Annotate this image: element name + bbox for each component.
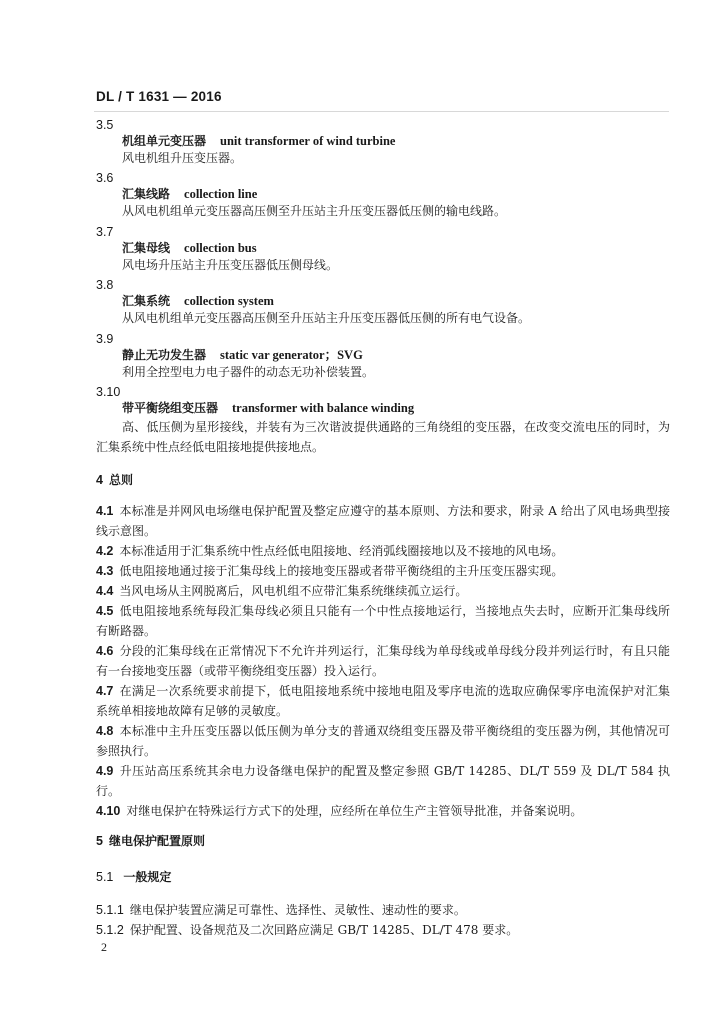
clause-number: 4.3 (96, 564, 114, 578)
term-definition: 高、低压侧为星形接线，并装有为三次谐波提供通路的三角绕组的变压器，在改变交流电压的同时，为汇集系统中性点经低电阻接地提供接地点。 (96, 420, 670, 454)
clause-text: 低电阻接地系统每段汇集母线必须且只能有一个中性点接地运行，当接地点失去时，应断开汇集母线所有断路器。 (96, 604, 670, 638)
section-heading (96, 833, 670, 850)
term-english: static var generator；SVG (220, 347, 363, 362)
clause-number: 4.5 (96, 604, 114, 618)
page-body (96, 113, 670, 940)
clause-number: 4.10 (96, 804, 121, 818)
document-header: DL / T 1631 — 2016 (96, 89, 222, 104)
term-number: 3.5 (96, 117, 114, 132)
term-chinese: 汇集母线 (122, 240, 171, 255)
term-number: 3.10 (96, 385, 121, 399)
clause-number: 4.9 (96, 764, 114, 778)
clause (96, 541, 670, 561)
clause-text: 在满足一次系统要求前提下，低电阻接地系统中接地电阻及零序电流的选取应确保零序电流保护对汇集系统单相接地故障有足够的灵敏度。 (96, 684, 670, 718)
term-definition: 从风电机组单元变压器高压侧至升压站主升压变压器低压侧的输电线路。 (122, 204, 507, 218)
clause (96, 641, 670, 681)
term-chinese: 汇集系统 (122, 294, 171, 308)
clause (96, 920, 670, 940)
clause-number: 5.1.1 (96, 903, 124, 917)
subsection-number: 5.1 (96, 870, 114, 884)
term-definition: 风电机组升压变压器。 (122, 150, 243, 165)
clause (96, 721, 670, 761)
clause (96, 581, 670, 601)
section-title: 总则 (108, 473, 133, 487)
term-title (96, 347, 670, 364)
term-entry (96, 224, 670, 274)
clause-text: 升压站高压系统其余电力设备继电保护的配置及整定参照 GB/T 14285、DL/T 559 及 DL/T 584 执行。 (96, 764, 670, 798)
section-title: 继电保护配置原则 (108, 834, 205, 848)
clause-text: 低电阻接地通过接于汇集母线上的接地变压器或者带平衡绕组的主升压变压器实现。 (119, 564, 564, 578)
page-number: 2 (101, 940, 107, 954)
term-english: collection bus (184, 240, 257, 255)
header-rule (94, 111, 669, 112)
term-entry (96, 331, 670, 381)
clause-text: 本标准适用于汇集系统中性点经低电阻接地、经消弧线圈接地以及不接地的风电场。 (119, 544, 564, 558)
clause-number: 4.4 (96, 584, 114, 598)
clause-text: 当风电场从主网脱离后，风电机组不应带汇集系统继续孤立运行。 (119, 584, 468, 598)
term-definition: 风电场升压站主升压变压器低压侧母线。 (122, 257, 339, 272)
section-number: 4 (96, 473, 103, 487)
term-english: unit transformer of wind turbine (220, 133, 396, 148)
term-definition: 从风电机组单元变压器高压侧至升压站主升压变压器低压侧的所有电气设备。 (122, 311, 531, 325)
section-heading (96, 472, 670, 489)
clause-number: 4.8 (96, 724, 114, 738)
clause-number: 4.2 (96, 544, 114, 558)
clause-text: 保护配置、设备规范及二次回路应满足 GB/T 14285、DL/T 478 要求。 (129, 923, 519, 937)
term-english: collection line (184, 187, 258, 201)
clause (96, 681, 670, 721)
clause (96, 561, 670, 581)
term-chinese: 带平衡绕组变压器 (122, 401, 219, 415)
term-entry (96, 170, 670, 220)
clause-text: 本标准中主升压变压器以低压侧为单分支的普通双绕组变压器及带平衡绕组的变压器为例，其他情况可参照执行。 (96, 724, 670, 758)
term-definition: 利用全控型电力电子器件的动态无功补偿装置。 (122, 364, 375, 379)
clause (96, 801, 670, 821)
clause (96, 761, 670, 801)
term-english: collection system (184, 294, 274, 308)
clause-number: 4.6 (96, 644, 114, 658)
term-number: 3.7 (96, 224, 114, 239)
term-entry (96, 117, 670, 167)
term-number: 3.8 (96, 278, 114, 292)
term-title (96, 293, 670, 310)
clause-text: 对继电保护在特殊运行方式下的处理，应经所在单位生产主管领导批准，并备案说明。 (126, 804, 583, 818)
term-english: transformer with balance winding (232, 401, 415, 415)
term-entry (96, 384, 670, 457)
term-chinese: 静止无功发生器 (122, 347, 207, 362)
clause-text: 本标准是并网风电场继电保护配置及整定应遵守的基本原则、方法和要求，附录 A 给出了风电场典型接线示意图。 (96, 504, 670, 538)
term-number: 3.6 (96, 171, 114, 185)
clause (96, 601, 670, 641)
clause-number: 4.7 (96, 684, 114, 698)
section-number: 5 (96, 834, 103, 848)
clause-number: 4.1 (96, 504, 114, 518)
clause-text: 分段的汇集母线在正常情况下不允许并列运行，汇集母线为单母线或单母线分段并列运行时，有且只能有一台接地变压器（或带平衡绕组变压器）投入运行。 (96, 644, 670, 678)
term-title (96, 133, 670, 150)
clause (96, 900, 670, 920)
term-chinese: 机组单元变压器 (122, 133, 207, 148)
term-number: 3.9 (96, 331, 114, 346)
term-title (96, 186, 670, 203)
term-title (96, 240, 670, 257)
clause (96, 501, 670, 541)
clause-number: 5.1.2 (96, 923, 124, 937)
subsection-heading (96, 869, 670, 886)
subsection-title: 一般规定 (123, 870, 172, 884)
term-chinese: 汇集线路 (122, 187, 171, 201)
term-entry (96, 277, 670, 327)
clause-text: 继电保护装置应满足可靠性、选择性、灵敏性、速动性的要求。 (129, 903, 466, 917)
term-title (96, 400, 670, 417)
